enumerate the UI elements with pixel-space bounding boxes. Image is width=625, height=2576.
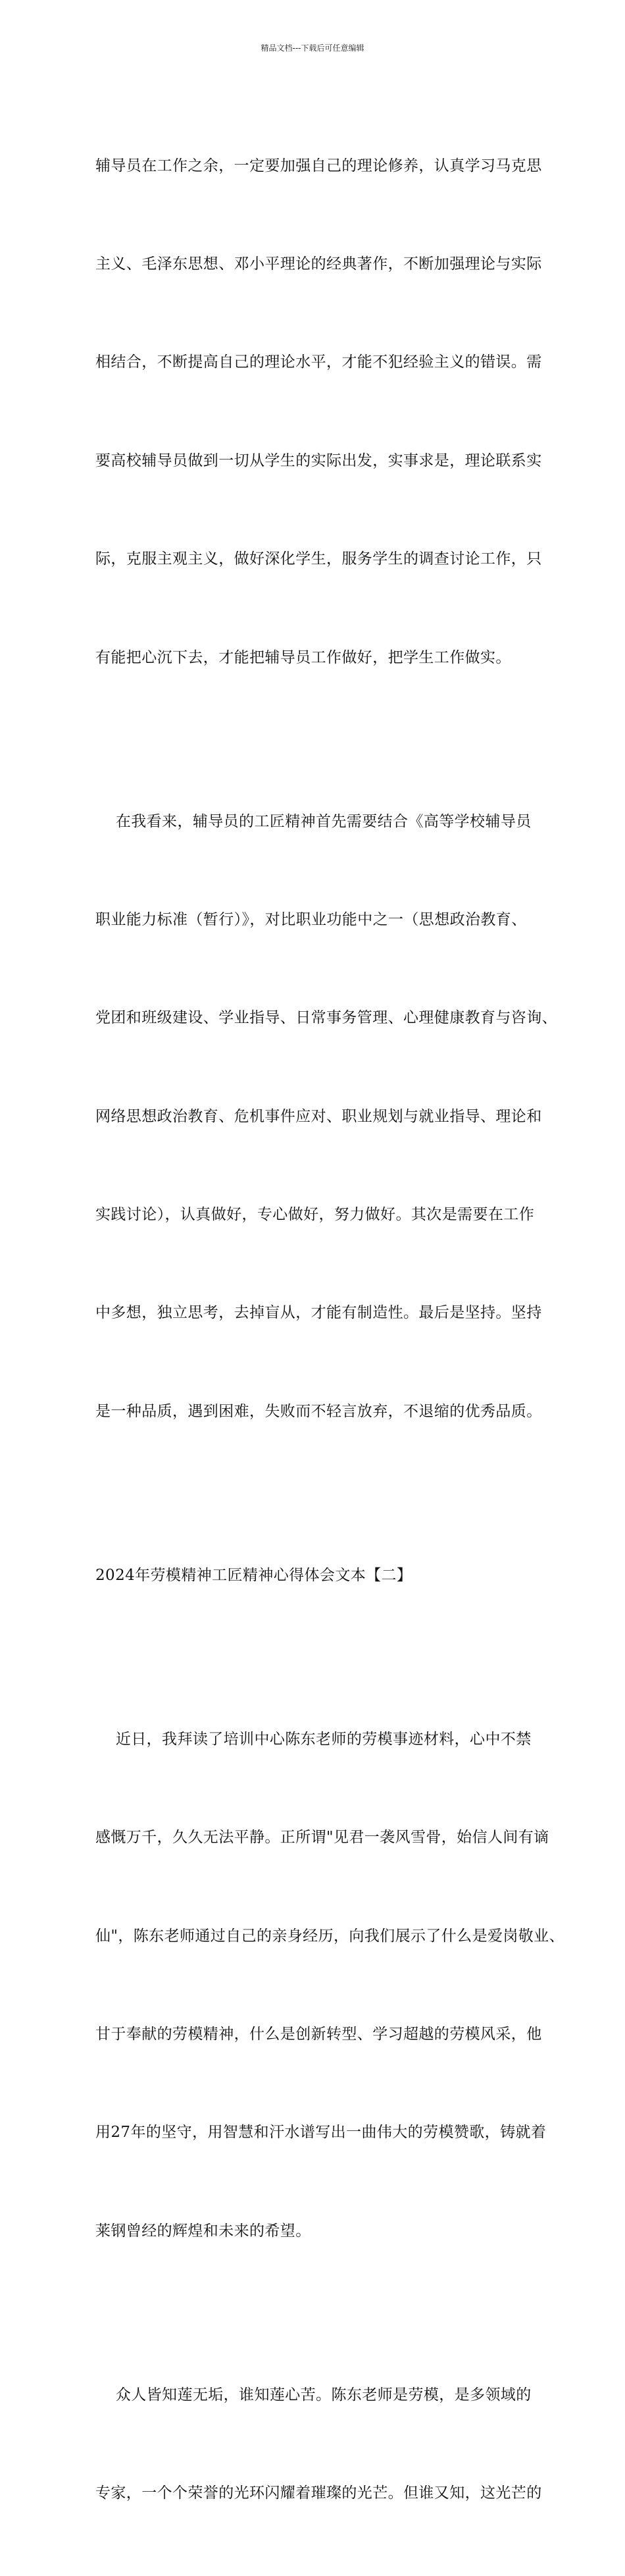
text-line: 辅导员在工作之余，一定要加强自己的理论修养，认真学习马克思: [95, 157, 542, 174]
text-line: 有能把心沉下去，才能把辅导员工作做好，把学生工作做实。: [95, 648, 511, 666]
text-line: 要高校辅导员做到一切从学生的实际出发，实事求是，理论联系实: [95, 452, 542, 469]
text-line: 党团和班级建设、学业指导、日常事务管理、心理健康教育与咨询、: [95, 1009, 557, 1027]
paragraph: [95, 740, 557, 1494]
text-line: 近日，我拜读了培训中心陈东老师的劳模事迹材料，心中不禁: [95, 1730, 532, 1748]
section-heading: [95, 1494, 549, 1658]
text-line: 是一种品质，遇到困难，失败而不轻言放弃，不退缩的优秀品质。: [95, 1402, 542, 1420]
page-header: 精品文档---下载后可任意编辑: [261, 43, 364, 53]
text-line: 职业能力标准（暂行）》，对比职业功能中之一（思想政治教育、: [95, 910, 527, 928]
text-line: 在我看来，辅导员的工匠精神首先需要结合《高等学校辅导员: [95, 812, 532, 830]
paragraph: [95, 1658, 564, 2313]
paragraph: [95, 2313, 549, 2575]
text-line: 感慨万千，久久无法平静。正所谓"见君一袭风雪骨，始信人间有谪: [95, 1829, 549, 1847]
text-line: 莱钢曾经的辉煌和未来的希望。: [95, 2222, 311, 2240]
paragraph: [95, 84, 549, 740]
text-line: 际，克服主观主义，做好深化学生，服务学生的调查讨论工作，只: [95, 550, 542, 568]
section-title: 2024年劳模精神工匠精神心得体会文本【二】: [95, 1566, 413, 1584]
text-line: 甘于奉献的劳模精神，什么是创新转型、学习超越的劳模风采，他: [95, 2026, 542, 2043]
text-line: 网络思想政治教育、危机事件应对、职业规划与就业指导、理论和: [95, 1107, 542, 1125]
text-line: 中多想，独立思考，去掉盲从，才能有制造性。最后是坚持。坚持: [95, 1304, 542, 1322]
text-line: 用27年的坚守，用智慧和汗水谱写出一曲伟大的劳模赞歌，铸就着: [95, 2124, 547, 2142]
text-line: 主义、毛泽东思想、邓小平理论的经典著作，不断加强理论与实际: [95, 255, 542, 273]
text-line: 专家，一个个荣誉的光环闪耀着璀璨的光芒。但谁又知，这光芒的: [95, 2484, 542, 2502]
text-line: 实践讨论），认真做好，专心做好，努力做好。其次是需要在工作: [95, 1206, 535, 1224]
text-line: 众人皆知莲无垢，谁知莲心苦。陈东老师是劳模，是多领域的: [95, 2386, 532, 2404]
document-body: [95, 84, 564, 2576]
text-line: 相结合，不断提高自己的理论水平，才能不犯经验主义的错误。需: [95, 354, 542, 371]
text-line: 仙"，陈东老师通过自己的亲身经历，向我们展示了什么是爱岗敬业、: [95, 1927, 564, 1945]
